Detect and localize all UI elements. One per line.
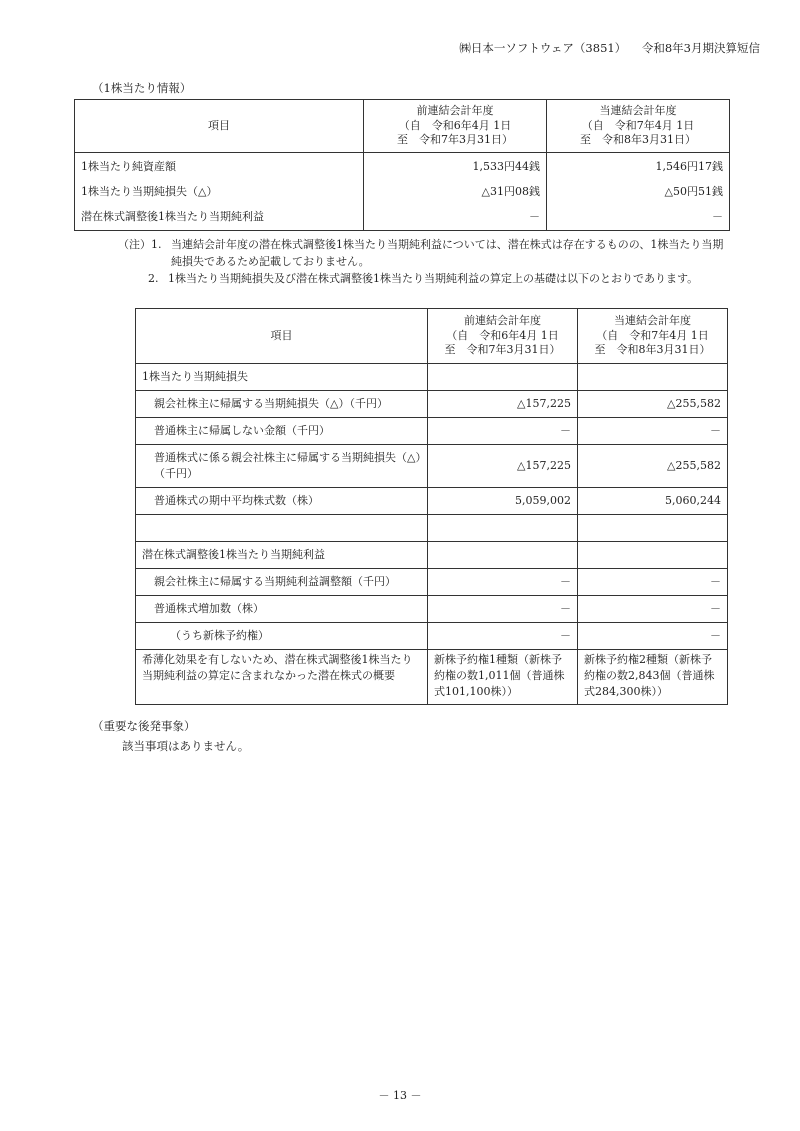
notes	[118, 236, 730, 287]
table-row: 潜在株式調整後1株当たり当期純利益 － －	[75, 205, 730, 231]
header-item: 項目	[136, 309, 428, 364]
subsequent-events-text: 該当事項はありません。	[122, 739, 250, 753]
per-share-info-table	[74, 99, 730, 231]
note-item: （注） 1. 当連結会計年度の潜在株式調整後1株当たり当期純利益については、潜在株式は存在するものの、1株当たり当期純損失であるため記載しておりません。	[118, 236, 730, 270]
table-row: 普通株式に係る親会社株主に帰属する当期純損失（△）（千円） △157,225 △255,582	[136, 445, 728, 488]
page-header	[459, 40, 760, 57]
company-name: ㈱日本一ソフトウェア（3851）	[459, 41, 627, 55]
page-number: － 13 －	[378, 1089, 422, 1102]
table-row: 親会社株主に帰属する当期純損失（△）（千円） △157,225 △255,582	[136, 391, 728, 418]
header-curr-period: 当連結会計年度 （自 令和7年4月 1日 至 令和8年3月31日）	[547, 100, 730, 153]
note-prefix: （注）	[118, 238, 151, 251]
table-row: 親会社株主に帰属する当期純利益調整額（千円） － －	[136, 569, 728, 596]
header-item: 項目	[75, 100, 364, 153]
subsequent-events-title: （重要な後発事象）	[92, 719, 196, 733]
table-row: 普通株主に帰属しない金額（千円） － －	[136, 418, 728, 445]
header-curr-period: 当連結会計年度 （自 令和7年4月 1日 至 令和8年3月31日）	[578, 309, 728, 364]
header-prev-period: 前連結会計年度 （自 令和6年4月 1日 至 令和7年3月31日）	[428, 309, 578, 364]
table-row: 普通株式増加数（株） － －	[136, 596, 728, 623]
calculation-basis-table	[135, 308, 728, 705]
header-prev-period: 前連結会計年度 （自 令和6年4月 1日 至 令和7年3月31日）	[364, 100, 547, 153]
table-row: 潜在株式調整後1株当たり当期純利益	[136, 542, 728, 569]
report-title: 令和8年3月期決算短信	[641, 41, 760, 55]
table-row: 1株当たり当期純損失（△） △31円08銭 △50円51銭	[75, 180, 730, 205]
per-share-info-title: （1株当たり情報）	[92, 81, 192, 95]
table-row	[136, 515, 728, 542]
note-item: 2. 1株当たり当期純損失及び潜在株式調整後1株当たり当期純利益の算定上の基礎は以下のとおりであります。	[148, 272, 699, 286]
table-row: 1株当たり当期純損失	[136, 364, 728, 391]
table-row: 普通株式の期中平均株式数（株） 5,059,002 5,060,244	[136, 488, 728, 515]
table-row: 1株当たり純資産額 1,533円44銭 1,546円17銭	[75, 153, 730, 181]
table-row: （うち新株予約権） － －	[136, 623, 728, 650]
table-row: 希薄化効果を有しないため、潜在株式調整後1株当たり当期純利益の算定に含まれなかった潜在株式の概要 新株予約権1種類（新株予約権の数1,011個（普通株式101,100株）） 新株予約権2種類（新株予約権の数2,843個（普通株式284,300株））	[136, 650, 728, 705]
